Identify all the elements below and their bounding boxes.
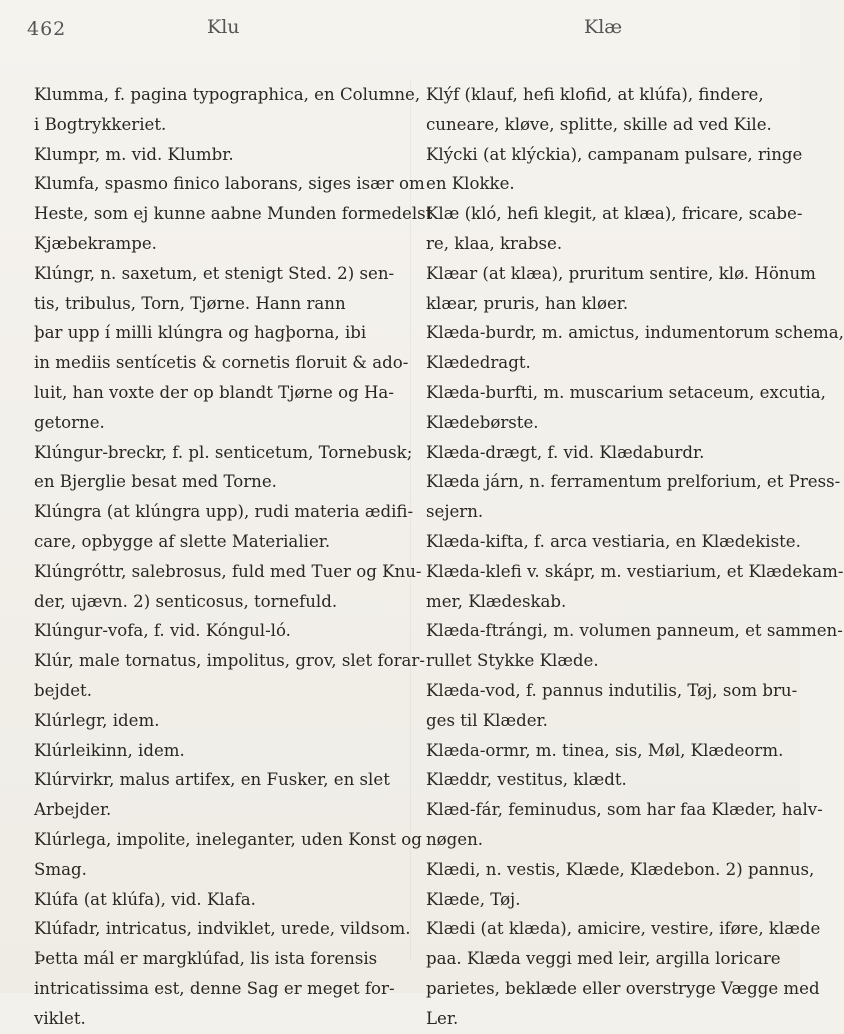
- text-line: nøgen.: [426, 829, 484, 849]
- text-line: sejern.: [426, 502, 484, 522]
- text-line: Klýf (klauf, hefi klofid, at klúfa), findere,: [426, 85, 764, 104]
- text-line: Klæ (kló, hefi klegit, at klæa), fricare, scabe-: [426, 204, 803, 224]
- text-line: Klædi (at klæda), amicire, vestire, iføre, klæde: [426, 919, 821, 939]
- page-header: [0, 10, 800, 50]
- text-line: Klæda-ormr, m. tinea, sis, Møl, Klædeorm.: [426, 740, 784, 760]
- text-line: Klúngr, n. saxetum, et stenigt Sted. 2) sen-: [34, 263, 395, 283]
- text-line: rullet Stykke Klæde.: [426, 651, 599, 671]
- text-line: en Bjerglie besat med Torne.: [34, 472, 277, 492]
- text-line: Klúrlegr, idem.: [34, 710, 160, 730]
- text-line: Heste, som ej kunne aabne Munden formedelst: [34, 204, 433, 224]
- text-line: Klæda-drægt, f. vid. Klædaburdr.: [426, 442, 705, 462]
- text-line: luit, han voxte der op blandt Tjørne og Ha-: [34, 382, 394, 402]
- text-line: Klædebørste.: [426, 412, 539, 432]
- text-line: Klædi, n. vestis, Klæde, Klædebon. 2) pannus,: [426, 859, 815, 879]
- text-line: care, opbygge af slette Materialier.: [34, 531, 331, 551]
- text-line: paa. Klæda veggi med leir, argilla loricare: [426, 949, 781, 969]
- text-line: Klæda-burdr, m. amictus, indumentorum schema,: [426, 323, 844, 343]
- page-number: 462: [27, 18, 67, 40]
- text-line: Klúfa (at klúfa), vid. Klafa.: [34, 889, 256, 909]
- text-line: i Bogtrykkeriet.: [34, 114, 167, 134]
- text-line: re, klaa, krabse.: [426, 233, 563, 253]
- text-line: getorne.: [34, 412, 105, 432]
- text-line: Klæda-klefi v. skápr, m. vestiarium, et Klædekam-: [426, 561, 844, 581]
- text-line: Klæddr, vestitus, klædt.: [426, 770, 627, 790]
- text-line: Klúfadr, intricatus, indviklet, urede, vildsom.: [34, 919, 411, 939]
- text-line: der, ujævn. 2) senticosus, tornefuld.: [34, 591, 338, 611]
- text-line: Klumfa, spasmo finico laborans, siges især om: [34, 174, 425, 194]
- right-column: [426, 80, 844, 1034]
- text-line: Klúngur-vofa, f. vid. Kóngul-ló.: [34, 621, 291, 641]
- text-line: in mediis sentícetis & cornetis floruit & ado-: [34, 353, 409, 373]
- text-line: Klúngróttr, salebrosus, fuld med Tuer og Knu-: [34, 561, 422, 581]
- text-line: klæar, pruris, han kløer.: [426, 293, 629, 313]
- text-line: mer, Klædeskab.: [426, 591, 567, 611]
- text-line: Klæd-fár, feminudus, som har faa Klæder, halv-: [426, 800, 823, 820]
- text-line: Klúr, male tornatus, impolitus, grov, slet forar-: [34, 651, 425, 671]
- text-line: cuneare, kløve, splitte, skille ad ved Kile.: [426, 114, 772, 134]
- text-line: en Klokke.: [426, 174, 515, 194]
- text-line: Klúngra (at klúngra upp), rudi materia ædifi-: [34, 502, 414, 522]
- guideword-right: Klæ: [584, 16, 623, 38]
- text-line: Kjæbekrampe.: [34, 233, 157, 253]
- text-line: Klúngur-breckr, f. pl. senticetum, Tornebusk;: [34, 442, 413, 462]
- text-line: Klæar (at klæa), pruritum sentire, klø. Hönum: [426, 263, 816, 283]
- text-line: Ler.: [426, 1008, 459, 1028]
- text-line: Smag.: [34, 859, 87, 879]
- text-line: tis, tribulus, Torn, Tjørne. Hann rann: [34, 293, 346, 313]
- left-column: [34, 80, 433, 1034]
- text-line: Klæda járn, n. ferramentum prelforium, et Press-: [426, 472, 841, 492]
- text-line: Klæda-burfti, m. muscarium setaceum, excutia,: [426, 382, 826, 402]
- text-line: intricatissima est, denne Sag er meget for-: [34, 978, 395, 998]
- guideword-left: Klu: [207, 16, 240, 38]
- text-line: Klædedragt.: [426, 353, 531, 373]
- text-line: Klúrvirkr, malus artifex, en Fusker, en slet: [34, 770, 390, 790]
- text-line: viklet.: [34, 1008, 86, 1028]
- text-line: Klýcki (at klýckia), campanam pulsare, ringe: [426, 144, 803, 164]
- text-line: Klæde, Tøj.: [426, 889, 521, 909]
- text-line: parietes, beklæde eller overstryge Vægge med: [426, 978, 820, 998]
- text-line: Klumpr, m. vid. Klumbr.: [34, 144, 234, 164]
- text-line: Þetta mál er margklúfad, lis ista forensis: [34, 949, 378, 969]
- column-divider: [410, 80, 411, 960]
- text-line: Klæda-ftrángi, m. volumen panneum, et sammen-: [426, 621, 843, 641]
- text-line: Klumma, f. pagina typographica, en Columne,: [34, 85, 421, 104]
- text-line: bejdet.: [34, 680, 92, 700]
- text-line: ges til Klæder.: [426, 710, 548, 730]
- text-line: Klæda-kifta, f. arca vestiaria, en Klædekiste.: [426, 531, 801, 551]
- text-line: þar upp í milli klúngra og hagþorna, ibi: [34, 323, 367, 343]
- text-line: Klúrlega, impolite, ineleganter, uden Konst og: [34, 829, 422, 849]
- text-line: Klúrleikinn, idem.: [34, 740, 185, 760]
- text-line: Klæda-vod, f. pannus indutilis, Tøj, som bru-: [426, 680, 798, 700]
- text-line: Arbejder.: [34, 800, 112, 820]
